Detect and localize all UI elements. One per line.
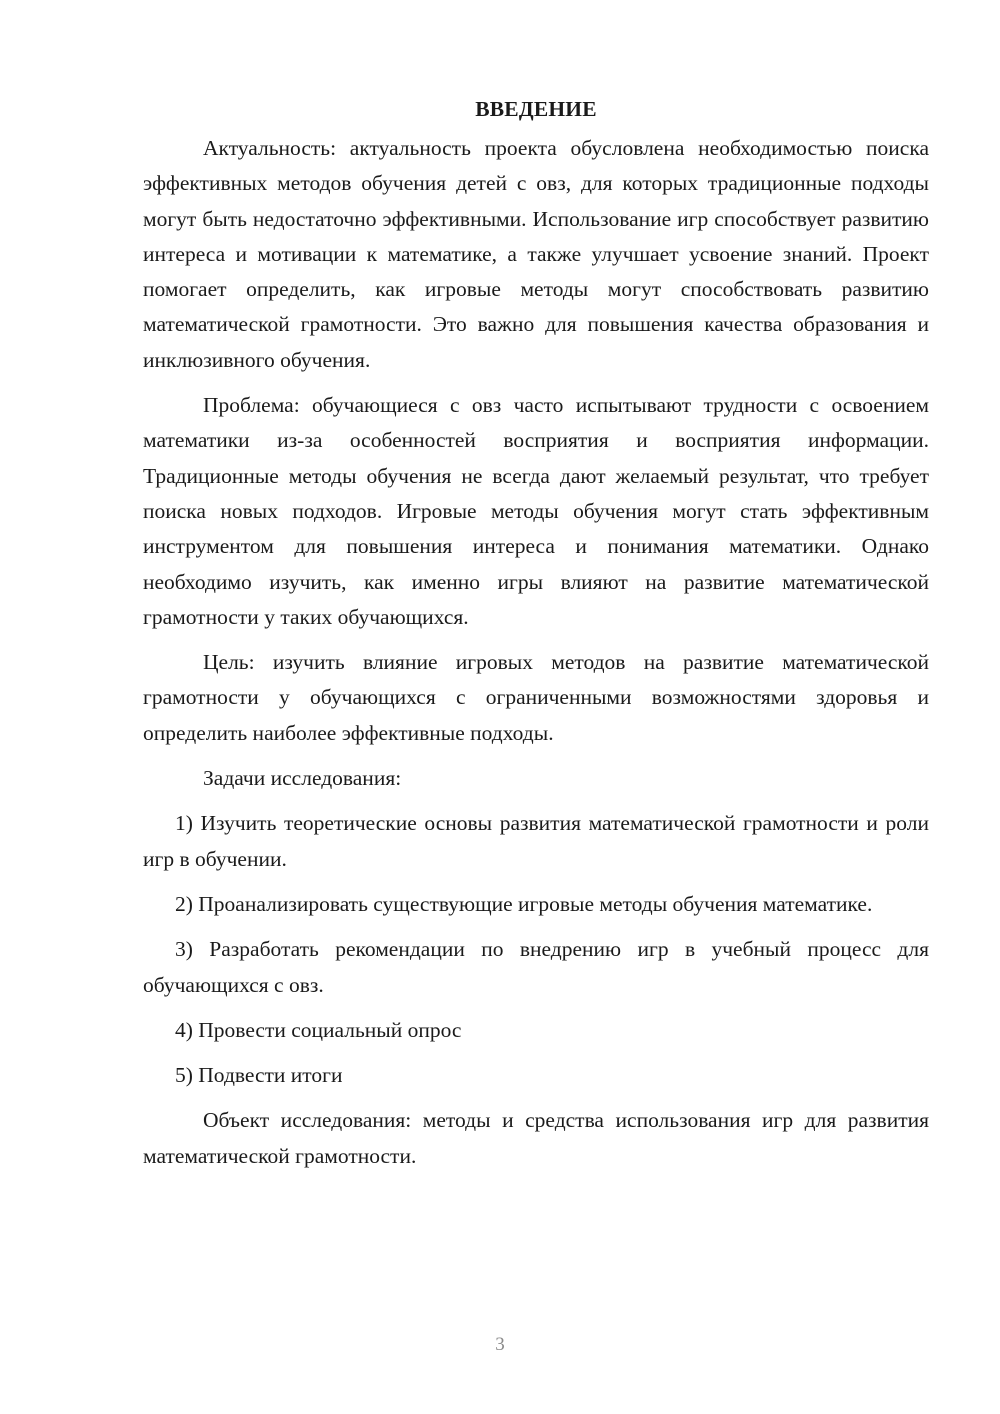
task-item: 2) Проанализировать существующие игровые методы обучения математике. bbox=[175, 891, 873, 916]
page-number: 3 bbox=[495, 1334, 505, 1355]
tasks-heading: Задачи исследования: bbox=[203, 766, 402, 791]
task-item: 3) Разработать рекомендации по внедрению игр в учебный процесс для обучающихся с овз. bbox=[143, 937, 929, 997]
goal-paragraph: Цель: изучить влияние игровых методов на развитие математической грамотности у обучающихся с ограниченными возможностями здоровья и определить наиболее эффективные подходы. bbox=[143, 650, 929, 745]
task-item: 1) Изучить теоретические основы развития математической грамотности и роли игр в обучении. bbox=[143, 811, 929, 871]
document-page bbox=[143, 92, 929, 1184]
relevance-paragraph: Актуальность: актуальность проекта обусловлена необходимостью поиска эффективных методов обучения детей с овз, для которых традиционные подходы могут быть недостаточно эффективными. Использование игр способствует развитию интереса и мотивации к математике, а также улучшает усвоение знаний. Проект помогает определить, как игровые методы могут способствовать развитию математической грамотности. Это важно для повышения качества образования и инклюзивного обучения. bbox=[143, 136, 929, 372]
task-item: 5) Подвести итоги bbox=[175, 1063, 343, 1088]
object-paragraph: Объект исследования: методы и средства использования игр для развития математической грамотности. bbox=[143, 1108, 929, 1168]
problem-paragraph: Проблема: обучающиеся с овз часто испытывают трудности с освоением математики из-за особенностей восприятия и восприятия информации. Традиционные методы обучения не всегда дают желаемый результат, что требует поиска новых подходов. Игровые методы обучения могут стать эффективным инструментом для повышения интереса и понимания математики. Однако необходимо изучить, как именно игры влияют на развитие математической грамотности у таких обучающихся. bbox=[143, 393, 929, 629]
section-title: ВВЕДЕНИЕ bbox=[475, 97, 597, 121]
task-item: 4) Провести социальный опрос bbox=[175, 1017, 462, 1042]
